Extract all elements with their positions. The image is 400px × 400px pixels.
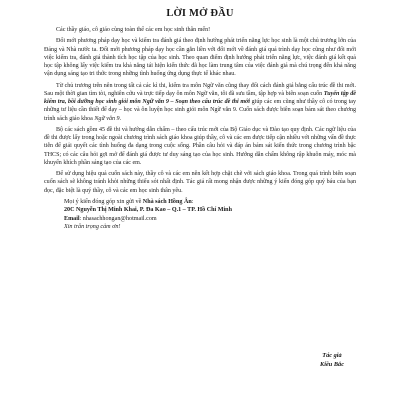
contact-intro-text: Mọi ý kiến đóng góp xin gửi về (64, 198, 143, 205)
bookstore-address: 20C Nguyễn Thị Minh Khai, P. Đa Kao – Q.1 – TP. Hồ Chí Minh (64, 207, 232, 214)
paragraph-book-structure: Bộ các sách gồm 45 đề thi và hướng dẫn chấm – theo cấu trúc mới của Bộ Giáo dục và Đào tạo quy định. Các ngữ liệu của đề thi được lấy trong hoặc ngoài chương trình sách giáo khoa giúp thầy, cô và các em được tiếp cận nhiều với những vấn đề thực tiễn để giải quyết các tình huống đa dạng trong cuộc sống. Phần câu hỏi và đáp án bám sát kiến thức trong chương trình bậc THCS; có các câu hỏi gợi mở để đánh giá được tư duy sáng tạo của học sinh. Hướng dẫn chấm không rập khuôn máy, móc mà khuyến khích phần sáng tạo của các em. (44, 126, 356, 166)
paragraph-renewal: Đổi mới phương pháp dạy học và kiểm tra đánh giá theo định hướng phát triển năng lực học sinh là một chủ trương lớn của Đảng và Nhà nước ta. Đổi mới phương pháp dạy học cần gắn liền với đổi mới về đánh giá quá trình dạy học cũng như đổi mới việc kiểm tra, đánh giá thành tích học tập của học sinh. Theo quan điểm định hướng phát triển năng lực, việc đánh giá kết quả học tập không lấy việc kiểm tra khả năng tái hiện kiến thức đã học làm trung tâm của việc đánh giá mà chú trọng đến khả năng vận dụng sáng tạo tri thức trong những tình huống ứng dụng thực tế khác nhau. (44, 38, 356, 78)
contact-block (44, 198, 356, 232)
signature-role: Tác giả (322, 352, 342, 359)
paragraph-book-intro-start: Từ chủ trương trên nên trong tất cả các kì thi, kiểm tra môn Ngữ văn cũng thay đổi cách đánh giá bằng cấu trúc đề thi mới. Sau một thời gian tìm tòi, nghiên cứu và trực tiếp dạy ôn môn Ngữ văn, tôi đã sưu tầm, tập hợp và biên soạn cuốn (44, 82, 356, 97)
signature-block (320, 352, 344, 369)
paragraph-usage: Để sử dụng hiệu quả cuốn sách này, thầy cô và các em nên kết hợp chặt chẽ với sách giáo khoa. Trong quá trình biên soạn cuốn sách sẽ không tránh khỏi những thiếu sót nhất định. Tác giả rất mong nhận được những ý kiến đóng góp quý báu của bạn đọc, đặc biệt là quý thầy, cô và các em học sinh thân yêu. (44, 171, 356, 194)
thanks-line: Xin trân trọng cảm ơn! (64, 223, 121, 230)
page-title: LỜI MỞ ĐẦU (166, 8, 234, 19)
contact-intro-colon: : (191, 198, 194, 205)
bookstore-name: Nhà sách Hồng Ân (142, 198, 192, 205)
signature-name: Kiều Bắc (320, 360, 344, 368)
book-title-emphasis: Tuyển tập đề kiểm tra, bồi dưỡng học sinh giỏi môn Ngữ văn 9 – Soạn theo cấu trúc đề thi mới (44, 90, 356, 105)
email-value: : nhasachhongan@hotmail.com (79, 215, 157, 222)
textbook-name: Ngữ văn 9 (94, 115, 120, 122)
email-label: Email (64, 215, 80, 222)
paragraph-book-intro-end: . (119, 115, 122, 122)
contact-intro (64, 198, 356, 206)
paragraph-book-intro-middle: giúp các em cũng như thầy cô có trong tay những tư liệu cần thiết để dạy – học và ôn luyện học sinh giỏi môn Ngữ văn 9. Cuốn sách được biên soạn bám sát theo chương trình sách giáo khoa (44, 99, 356, 122)
paragraph-book-intro (44, 82, 356, 123)
contact-email (64, 215, 356, 223)
paragraph-greeting: Các thầy giáo, cô giáo cùng toàn thể các em học sinh thân mến! (56, 27, 211, 33)
